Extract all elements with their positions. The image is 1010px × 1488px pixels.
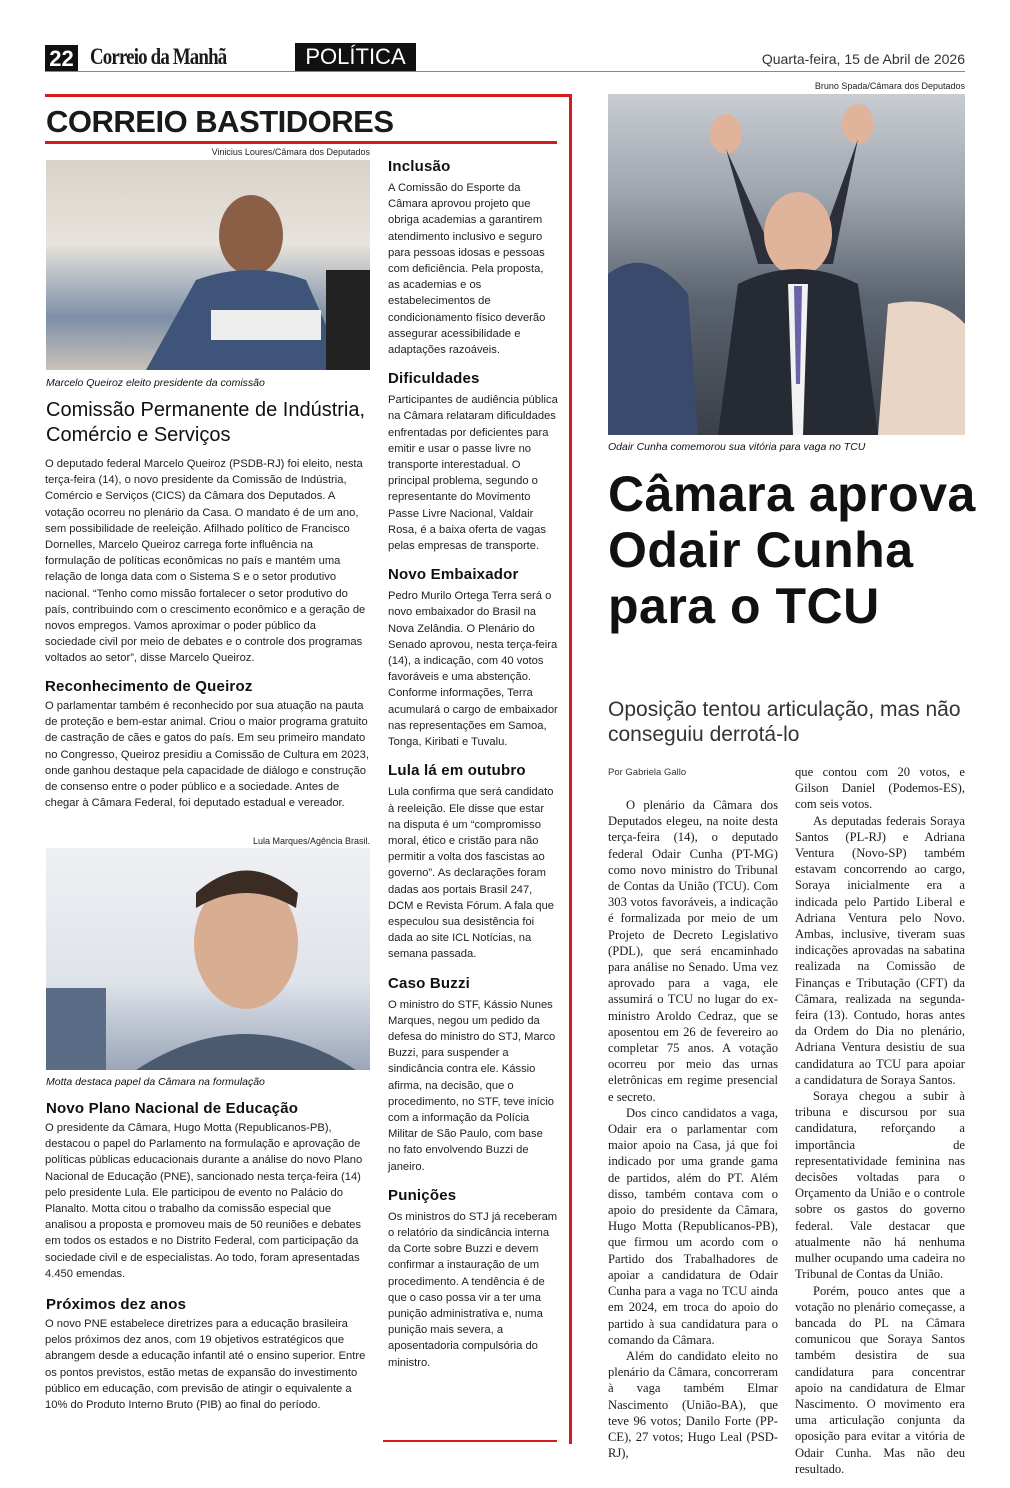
article-title: Comissão Permanente de Indústria, Comércio e Serviços <box>46 399 366 446</box>
story-column-2 <box>795 764 965 1477</box>
story-paragraph: O plenário da Câmara dos Deputados elegeu, na noite desta terça-feira (14), o deputado federal Odair Cunha (PT-MG) como novo ministro do Tribunal de Contas da União (TCU). Com 303 votos favoráveis, a indicação é formalizada por meio de um Projeto de Decreto Legislativo (PDL), que será encaminhado para análise no Senado. Uma vez aprovado para a vaga, ele assumirá o TCU no lugar do ex-ministro Aroldo Cedraz, que se aposentou em 26 de fevereiro ao completar 75 anos. A votação ocorreu por meio das urnas eletrônicas em regime presencial e secreto. <box>608 798 778 1104</box>
story-paragraph: Além do candidato eleito no plenário da Câmara, concorreram à vaga também Elmar Nascimento (União-BA), que teve 96 votos; Danilo Forte (PP-CE), 27 votos; Hugo Leal (PSD-RJ), <box>608 1348 778 1461</box>
story-paragraph: que contou com 20 votos, e Gilson Daniel (Podemos-ES), com seis votos. <box>795 765 965 812</box>
page-number: 22 <box>45 45 78 72</box>
photo-hugo-motta <box>46 848 370 1070</box>
photo-credit: Vinicius Loures/Câmara dos Deputados <box>211 147 370 157</box>
note-title: Inclusão <box>388 158 451 175</box>
photo-odair-cunha <box>608 94 965 435</box>
section-label: POLÍTICA <box>295 43 416 71</box>
note-title: Novo Embaixador <box>388 566 519 584</box>
note-body: Pedro Murilo Ortega Terra será o novo embaixador do Brasil na Nova Zelândia. O Plenário do Senado aprovou, nesta terça-feira (14), a indicação, com 40 votos favoráveis e uma abstenção. Conforme informações, Terra acumulará o cargo de embaixador nas representações em Samoa, Tonga, Kiribati e Tuvalu. <box>388 590 558 749</box>
portrait-image <box>46 160 370 370</box>
note-title: Lula lá em outubro <box>388 762 526 780</box>
note-body: A Comissão do Esporte da Câmara aprovou projeto que obriga academias a garantirem atendimento inclusivo e seguro para pessoas idosas e pessoas com deficiência. Pela proposta, as academias e os estabelecimentos de condicionamento físico deverão assegurar acessibilidade e adaptações razoáveis. <box>388 182 546 357</box>
story-paragraph: As deputadas federais Soraya Santos (PL-RJ) e Adriana Ventura (Novo-SP) também estavam concorrendo ao cargo, Soraya inicialmente era a indicada pelo Partido Liberal e Adriana Ventura pelo Novo. Ambas, inclusive, tiveram suas indicações aprovadas na sabatina realizada na Comissão de Finanças e Tributação (CFT) da Câmara, realizada na segunda-feira (13). Contudo, horas antes da Ordem do Dia no plenário, Adriana Ventura desistiu de sua candidatura ao TCU para apoiar a candidatura de Soraya Santos. <box>795 813 965 1087</box>
article-body: O presidente da Câmara, Hugo Motta (Republicanos-PB), destacou o papel do Parlamento na formulação e aprovação de políticas públicas educacionais durante a análise do novo Plano Nacional de Educação (PNE), sancionado nesta terça-feira (14) pelo presidente Lula. Ele participou de evento no Palácio do Planalto. Motta citou o trabalho da comissão especial que analisou a proposta e promoveu mais de 50 reuniões e debates em todos os estados e no Distrito Federal, com participação da sociedade civil e de especialistas. Ao todo, foram apresentadas 4.450 emendas. <box>45 1122 363 1280</box>
article-body: O deputado federal Marcelo Queiroz (PSDB-RJ) foi eleito, nesta terça-feira (14), o novo presidente da Comissão de Indústria, Comércio e Serviços (CICS) da Câmara dos Deputados. A votação ocorreu no plenário da Casa. O mandato é de um ano, sem possibilidade de reeleição. Afilhado político de Francisco Dornelles, Marcelo Queiroz carrega forte influência na formulação de políticas econômicas no país e mantém uma relação de longa data com o Sistema S e o setor produtivo nacional. “Tenho como missão fortalecer o setor produtivo do país, contribuindo com o crescimento econômico e a geração de novos empregos. Vamos aproximar o poder público da sociedade civil por meio de debates e o controle dos programas voltados ao setor”, disse Marcelo Queiroz. <box>45 458 366 665</box>
notes-column <box>388 158 558 1383</box>
story-column-1 <box>608 797 778 1461</box>
header-divider <box>45 71 965 72</box>
note-title: Punições <box>388 1186 457 1204</box>
note-title: Dificuldades <box>388 370 480 388</box>
article-title: Novo Plano Nacional de Educação <box>46 1100 299 1117</box>
photo-caption: Odair Cunha comemorou sua vitória para vaga no TCU <box>608 441 866 453</box>
column-title-rule <box>45 141 557 144</box>
subheadline: Oposição tentou articulação, mas não conseguiu derrotá-lo <box>608 698 961 746</box>
photo-marcelo-queiroz <box>46 160 370 370</box>
photo-caption: Marcelo Queiroz eleito presidente da comissão <box>46 377 265 389</box>
newspaper-logo: Correio da Manhã <box>90 44 227 69</box>
article-title: Reconhecimento de Queiroz <box>45 678 253 695</box>
note-body: Os ministros do STJ já receberam o relatório da sindicância interna da Corte sobre Buzzi e devem confirmar a instauração de um procedimento. A tendência é de que o caso possa vir a ter uma punição administrativa e, numa punição mais severa, a aposentadoria compulsória do ministro. <box>388 1210 558 1369</box>
story-paragraph: Dos cinco candidatos a vaga, Odair era o parlamentar com maior apoio na Casa, já que foi indicado por uma grande gama de partidos, além do PT. Além disso, também contava com o apoio do presidente da Câmara, Hugo Motta (Republicanos-PB), que firmou um acordo com o Partido dos Trabalhadores de apoiar a candidatura de Odair Cunha para a vaga no TCU ainda em 2024, em troca do apoio do partido à sua candidatura para o comando da Câmara. <box>608 1105 778 1347</box>
note-title: Caso Buzzi <box>388 974 471 992</box>
photo-credit: Lula Marques/Agência Brasil. <box>252 836 370 846</box>
column-title: CORREIO BASTIDORES <box>46 104 394 139</box>
issue-date: Quarta-feira, 15 de Abril de 2026 <box>761 51 965 67</box>
article-body: O novo PNE estabelece diretrizes para a educação brasileira pelos próximos dez anos, com 19 objetivos estratégicos que abrangem desde a educação infantil até o ensino superior. Entre os pontos previstos, estão metas de expansão do investimento público em educação, com previsão de atingir o equivalente a 10% do Produto Interno Bruto (PIB) ao final do período. <box>45 1318 366 1412</box>
story-paragraph: Porém, pouco antes que a votação no plenário começasse, a bancada do PL na Câmara comunicou que Soraya Santos também desistira de sua candidatura para concentrar apoio na candidatura de Elmar Nascimento. O movimento era uma articulação conjunta da oposição para evitar a vitória de Odair Cunha. Mas não deu resultado. <box>795 1283 965 1476</box>
photo-credit: Bruno Spada/Câmara dos Deputados <box>814 81 965 91</box>
portrait-image <box>46 848 370 1070</box>
note-body: Participantes de audiência pública na Câmara relataram dificuldades enfrentadas por deficientes para emitir e usar o passe livre no transporte interestadual. O principal problema, segundo o representante do Movimento Passe Livre Nacional, Valdair Rosa, é a baixa oferta de vagas pelas empresas de transporte. <box>388 394 558 553</box>
photo-caption: Motta destaca papel da Câmara na formulação <box>46 1076 265 1088</box>
article-title: Próximos dez anos <box>46 1296 187 1313</box>
column-bottom-rule <box>383 1440 557 1442</box>
note-body: O ministro do STF, Kássio Nunes Marques, negou um pedido da defesa do ministro do STJ, Marco Buzzi, para suspender a sindicância contra ele. Kássio afirma, na decisão, que o procedimento, no STF, teve início com a informação da Polícia Militar de São Paulo, com base no fato envolvendo Buzzi de janeiro. <box>388 998 556 1173</box>
story-paragraph: Soraya chegou a subir à tribuna e discursou por sua candidatura, reforçando a importância de representatividade feminina nas decisões voltadas para o Orçamento da União e o controle sobre os gastos do governo federal. Vale destacar que atualmente não há nenhuma mulher ocupando uma cadeira no Tribunal de Contas da União. <box>795 1089 965 1282</box>
headline: Câmara aprova Odair Cunha para o TCU <box>608 466 976 634</box>
note-body: Lula confirma que será candidato à reeleição. Ele disse que estar na disputa é um “compromisso moral, ético e cristão para não permitir a volta dos fascistas ao governo”. As declarações foram dadas aos portais Brasil 247, DCM e Revista Fórum. A fala que especulou sua desistência foi dada ao site ICL Notícias, na semana passada. <box>388 786 555 961</box>
article-body: O parlamentar também é reconhecido por sua atuação na pauta de proteção e bem-estar animal. Criou o maior programa gratuito de castração de cães e gatos do país. Em seu primeiro mandato no Congresso, Queiroz presidiu a Comissão de Cultura em 2023, onde ganhou destaque pela capacidade de diálogo e construção de consenso entre o poder público e a sociedade. Antes de chegar à Câmara Federal, foi deputado estadual e vereador. <box>45 700 369 810</box>
byline: Por Gabriela Gallo <box>608 767 687 778</box>
celebration-image <box>608 94 965 435</box>
